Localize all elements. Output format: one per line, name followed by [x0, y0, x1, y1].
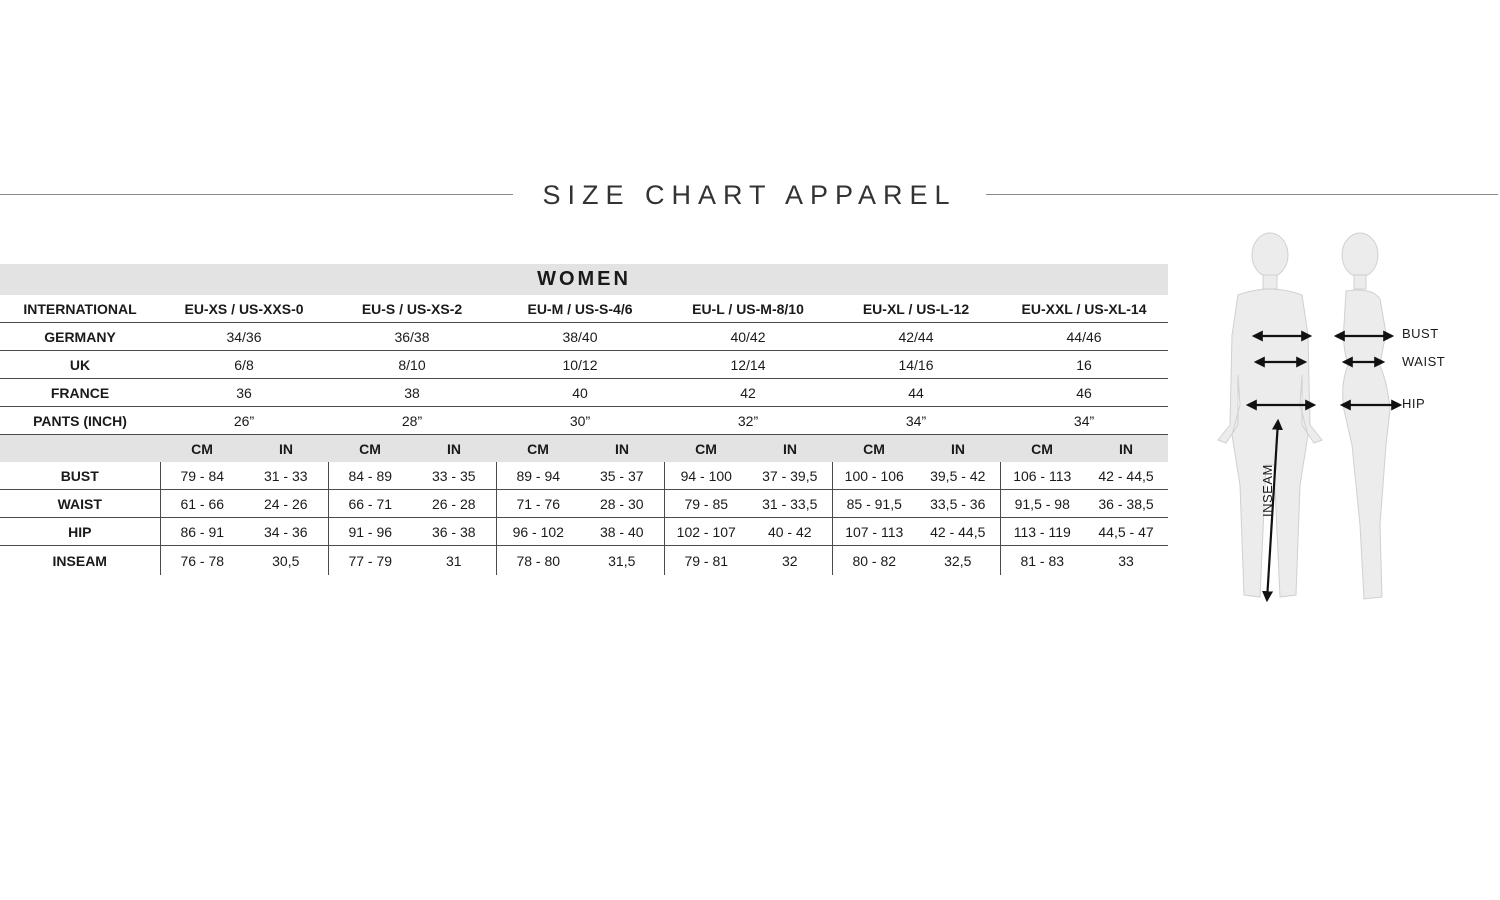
section-header-row: [0, 264, 1168, 295]
size-header-cell: EU-S / US-XS-2: [328, 295, 496, 323]
table-cell: 28 - 30: [580, 490, 664, 518]
unit-header-cell: CM: [832, 435, 916, 463]
table-cell: 38/40: [496, 323, 664, 351]
table-cell: 26 - 28: [412, 490, 496, 518]
table-cell: 12/14: [664, 351, 832, 379]
measurement-row: [0, 546, 1168, 576]
body-measurement-illustration: [1210, 225, 1500, 610]
title-row: [0, 178, 1500, 212]
table-cell: 34”: [832, 407, 1000, 435]
table-cell: 44: [832, 379, 1000, 407]
table-cell: 36 - 38: [412, 518, 496, 546]
table-cell: 107 - 113: [832, 518, 916, 546]
table-cell: 61 - 66: [160, 490, 244, 518]
table-cell: 34/36: [160, 323, 328, 351]
table-cell: 24 - 26: [244, 490, 328, 518]
table-cell: 78 - 80: [496, 546, 580, 576]
row-label: FRANCE: [0, 379, 160, 407]
size-chart-table: [0, 264, 1168, 575]
size-header-cell: EU-XXL / US-XL-14: [1000, 295, 1168, 323]
unit-header-cell: CM: [496, 435, 580, 463]
table-cell: 34 - 36: [244, 518, 328, 546]
table-cell: 31: [445, 552, 462, 569]
table-cell: 35 - 37: [580, 462, 664, 490]
table-cell: 28”: [328, 407, 496, 435]
unit-header-cell: IN: [244, 435, 328, 463]
table-cell: 32: [781, 552, 798, 569]
bust-label: BUST: [1402, 326, 1439, 341]
table-cell: 79 - 85: [664, 490, 748, 518]
conversion-row: [0, 351, 1168, 379]
unit-header-cell: IN: [748, 435, 832, 463]
table-cell: 40 - 42: [748, 518, 832, 546]
table-cell: 33: [1118, 552, 1134, 569]
inseam-label: INSEAM: [1260, 464, 1275, 517]
unit-header-row: [0, 435, 1168, 463]
table-cell: 36/38: [328, 323, 496, 351]
size-header-cell: EU-XL / US-L-12: [832, 295, 1000, 323]
table-cell: 81 - 83: [1000, 546, 1084, 576]
table-cell: 46: [1000, 379, 1168, 407]
unit-header-cell: CM: [328, 435, 412, 463]
table-cell: 79 - 84: [160, 462, 244, 490]
table-cell: 10/12: [496, 351, 664, 379]
table-cell: 26”: [160, 407, 328, 435]
conversion-row: [0, 323, 1168, 351]
table-cell: 79 - 81: [664, 546, 748, 576]
hip-label: HIP: [1402, 396, 1426, 411]
size-header-cell: EU-L / US-M-8/10: [664, 295, 832, 323]
waist-label: WAIST: [1402, 354, 1446, 369]
table-cell: 40: [496, 379, 664, 407]
table-cell: 91,5 - 98: [1000, 490, 1084, 518]
conversion-row: [0, 379, 1168, 407]
table-cell: 85 - 91,5: [832, 490, 916, 518]
table-cell: 42 - 44,5: [916, 518, 1000, 546]
table-cell: 38 - 40: [580, 518, 664, 546]
measurement-row: [0, 462, 1168, 490]
side-figure: [1342, 233, 1390, 599]
size-header-cell: EU-XS / US-XXS-0: [160, 295, 328, 323]
row-label: WAIST: [0, 490, 160, 518]
table-cell: 8/10: [328, 351, 496, 379]
table-cell: 100 - 106: [832, 462, 916, 490]
table-cell: 44/46: [1000, 323, 1168, 351]
unit-header-cell: IN: [412, 435, 496, 463]
table-cell: 6/8: [160, 351, 328, 379]
unit-header-cell: IN: [916, 435, 1000, 463]
title-divider-left: [0, 194, 513, 195]
international-row: [0, 295, 1168, 323]
table-cell: 42: [664, 379, 832, 407]
table-cell: 33,5 - 36: [916, 490, 1000, 518]
table-cell: 84 - 89: [328, 462, 412, 490]
unit-header-cell: CM: [1000, 435, 1084, 463]
table-cell: 80 - 82: [832, 546, 916, 576]
row-label: INTERNATIONAL: [0, 295, 160, 323]
table-cell: 31 - 33,5: [748, 490, 832, 518]
table-cell: 33 - 35: [412, 462, 496, 490]
section-title: WOMEN: [0, 264, 1168, 295]
title-divider-right: [986, 194, 1498, 195]
table-cell: 106 - 113: [1000, 462, 1084, 490]
table-cell: 32”: [664, 407, 832, 435]
unit-header-cell: CM: [664, 435, 748, 463]
table-cell: 113 - 119: [1000, 518, 1084, 546]
table-cell: 31 - 33: [244, 462, 328, 490]
table-cell: 36 - 38,5: [1084, 490, 1168, 518]
table-cell: 96 - 102: [496, 518, 580, 546]
body-figures: [1210, 225, 1500, 610]
unit-header-cell: IN: [1084, 435, 1168, 463]
table-cell: 102 - 107: [664, 518, 748, 546]
table-cell: 86 - 91: [160, 518, 244, 546]
conversion-row: [0, 407, 1168, 435]
row-label: GERMANY: [0, 323, 160, 351]
table-cell: 71 - 76: [496, 490, 580, 518]
measurement-row: [0, 490, 1168, 518]
table-cell: 39,5 - 42: [916, 462, 1000, 490]
table-cell: 76 - 78: [160, 546, 244, 576]
unit-row-blank: [0, 435, 160, 463]
row-label: BUST: [0, 462, 160, 490]
table-cell: 38: [328, 379, 496, 407]
table-cell: 32,5: [944, 552, 972, 569]
table-cell: 44,5 - 47: [1084, 518, 1168, 546]
row-label: INSEAM: [52, 552, 107, 569]
table-cell: 30”: [496, 407, 664, 435]
row-label: HIP: [0, 518, 160, 546]
table-cell: 42/44: [832, 323, 1000, 351]
table-cell: 40/42: [664, 323, 832, 351]
page-title: SIZE CHART APPAREL: [542, 180, 957, 210]
size-header-cell: EU-M / US-S-4/6: [496, 295, 664, 323]
row-label: PANTS (INCH): [0, 407, 160, 435]
table-cell: 89 - 94: [496, 462, 580, 490]
table-cell: 77 - 79: [328, 546, 412, 576]
row-label: UK: [0, 351, 160, 379]
table-cell: 34”: [1000, 407, 1168, 435]
measurement-row: [0, 518, 1168, 546]
unit-header-cell: IN: [580, 435, 664, 463]
table-cell: 66 - 71: [328, 490, 412, 518]
unit-header-cell: CM: [160, 435, 244, 463]
table-cell: 36: [160, 379, 328, 407]
table-cell: 94 - 100: [664, 462, 748, 490]
table-cell: 16: [1000, 351, 1168, 379]
table-cell: 31,5: [608, 552, 636, 569]
table-cell: 42 - 44,5: [1084, 462, 1168, 490]
table-cell: 14/16: [832, 351, 1000, 379]
table-cell: 30,5: [272, 552, 300, 569]
table-cell: 37 - 39,5: [748, 462, 832, 490]
table-cell: 91 - 96: [328, 518, 412, 546]
